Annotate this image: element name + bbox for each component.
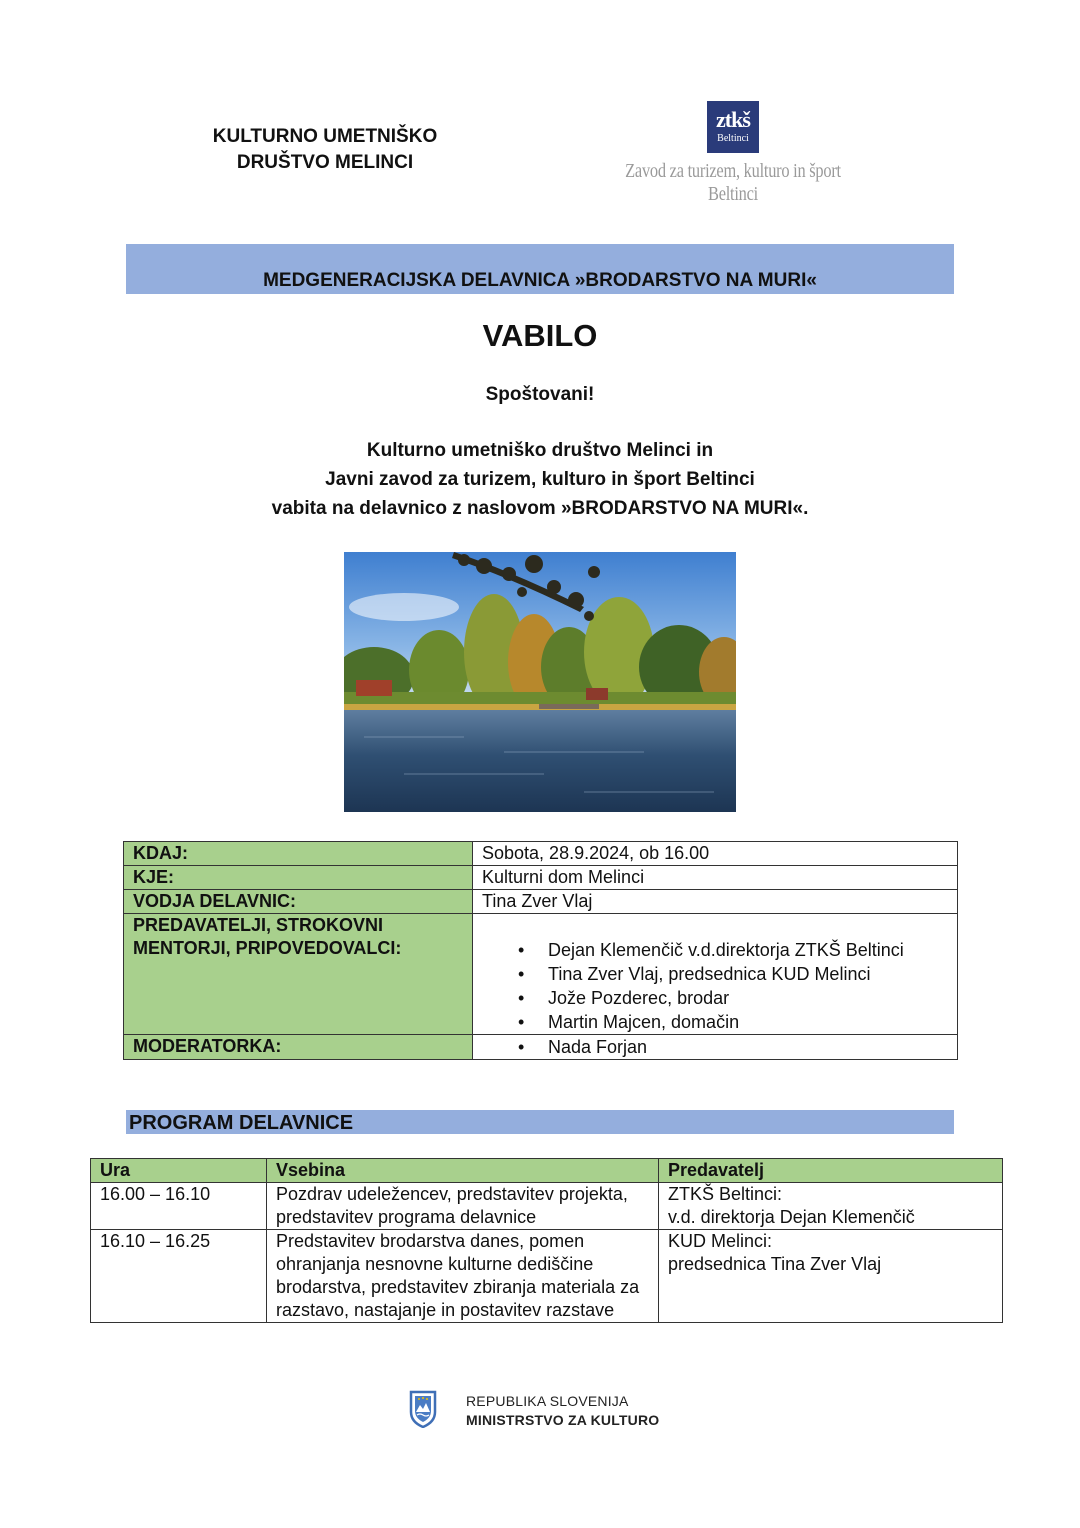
moderator-cell [473, 1035, 958, 1060]
intro-line-2: Javni zavod za turizem, kulturo in šport Beltinci [325, 469, 755, 490]
list-item: • Tina Zver Vlaj, predsednica KUD Melinci [548, 962, 957, 986]
workshop-title: MEDGENERACIJSKA DELAVNICA »BRODARSTVO NA MURI« [263, 270, 817, 291]
list-item: • Jože Pozderec, brodar [548, 986, 957, 1010]
organization-name [180, 124, 470, 176]
org-line-1: KULTURNO UMETNIŠKO [212, 126, 438, 147]
intro-line-3: vabita na delavnico z naslovom »BRODARSTVO NA MURI«. [271, 498, 809, 519]
where-label: KJE: [124, 866, 473, 890]
footer-line-1: REPUBLIKA SLOVENIJA [466, 1393, 629, 1409]
speaker-org: KUD Melinci: [668, 1231, 773, 1251]
column-header-speaker: Predavatelj [659, 1159, 1003, 1183]
when-label: KDAJ: [124, 842, 473, 866]
moderator-label: MODERATORKA: [124, 1035, 473, 1060]
column-header-time: Ura [91, 1159, 267, 1183]
row-speaker [659, 1230, 1003, 1323]
speakers-list [482, 938, 957, 1034]
table-row [124, 866, 958, 890]
river-landscape-photo [344, 552, 736, 812]
row-time: 16.00 – 16.10 [91, 1183, 267, 1230]
leader-label: VODJA DELAVNIC: [124, 890, 473, 914]
speaker-name: v.d. direktorja Dejan Klemenčič [668, 1207, 915, 1227]
info-table [123, 841, 958, 1060]
table-row [124, 842, 958, 866]
ztks-logo [707, 101, 759, 153]
leader-value: Tina Zver Vlaj [473, 890, 958, 914]
list-item: • Martin Majcen, domačin [548, 1010, 957, 1034]
where-value: Kulturni dom Melinci [473, 866, 958, 890]
moderator-list [482, 1035, 957, 1059]
org-line-2: DRUŠTVO MELINCI [236, 152, 414, 173]
speakers-cell [473, 914, 958, 1035]
greeting: Spoštovani! [485, 384, 595, 405]
speakers-label: PREDAVATELJI, STROKOVNI MENTORJI, PRIPOVEDOVALCI: [124, 914, 473, 1035]
row-content: Predstavitev brodarstva danes, pomen ohranjanja nesnovne kulturne dediščine brodarstva, predstavitev zbiranja materiala za razstavo, nastajanje in postavitev razstave [267, 1230, 659, 1323]
row-time: 16.10 – 16.25 [91, 1230, 267, 1323]
table-row [91, 1183, 1003, 1230]
table-row [124, 890, 958, 914]
logo-subtitle: Zavod za turizem, kulturo in šport Beltinci [625, 160, 841, 205]
list-item: • Dejan Klemenčič v.d.direktorja ZTKŠ Beltinci [548, 938, 957, 962]
footer-line-2: MINISTRSTVO ZA KULTURO [466, 1412, 660, 1428]
table-header-row [91, 1159, 1003, 1183]
speaker-org: ZTKŠ Beltinci: [668, 1184, 783, 1204]
table-row [124, 914, 958, 1035]
page-title: VABILO [482, 318, 598, 353]
logo-mark: ztkš [716, 107, 750, 132]
ministry-footer [466, 1392, 659, 1430]
column-header-content: Vsebina [267, 1159, 659, 1183]
program-table [90, 1158, 1003, 1323]
program-heading: PROGRAM DELAVNICE [129, 1112, 354, 1134]
row-content: Pozdrav udeležencev, predstavitev projekta, predstavitev programa delavnice [267, 1183, 659, 1230]
intro-line-1: Kulturno umetniško društvo Melinci in [366, 440, 714, 461]
when-value: Sobota, 28.9.2024, ob 16.00 [473, 842, 958, 866]
table-row [91, 1230, 1003, 1323]
intro-text [0, 436, 1080, 523]
logo-place: Beltinci [717, 133, 749, 144]
row-speaker [659, 1183, 1003, 1230]
speaker-name: predsednica Tina Zver Vlaj [668, 1254, 882, 1274]
list-item: • Nada Forjan [548, 1035, 957, 1059]
table-row [124, 1035, 958, 1060]
slovenia-coat-of-arms-icon [409, 1390, 437, 1428]
